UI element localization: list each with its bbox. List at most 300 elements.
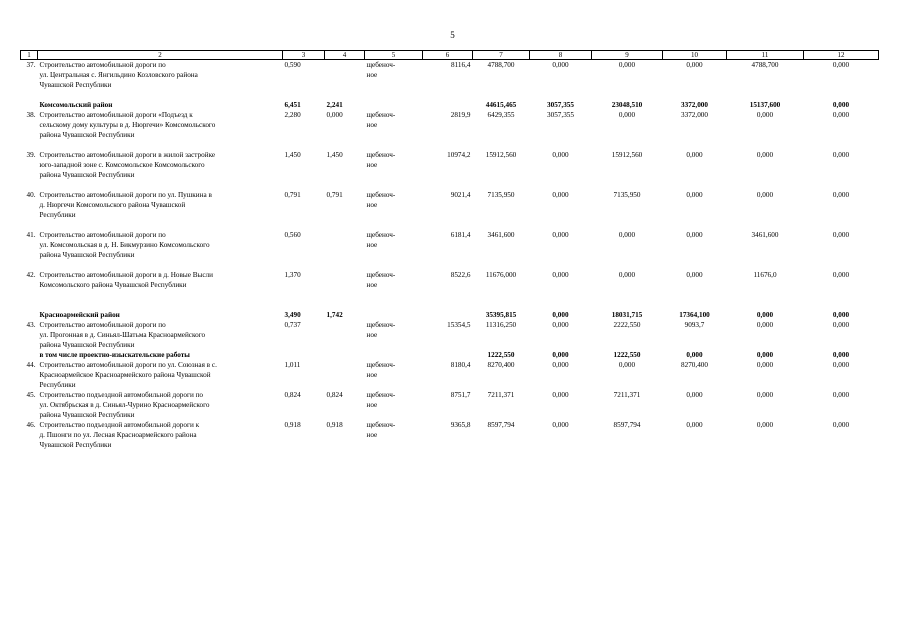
unit-cost: 9021,4 [450, 191, 471, 199]
total-amount: 8270,400 [487, 361, 515, 369]
road-name [38, 320, 283, 350]
table-row [21, 270, 879, 290]
spacer-cell [365, 300, 423, 310]
spacer-cell [325, 90, 365, 100]
road-name-line: Чувашской Республики [39, 441, 112, 449]
unit-cost [423, 310, 473, 320]
road-name-line: Строительство подъездной автомобильной дороги к [39, 421, 200, 429]
length-surface [325, 270, 365, 290]
surface-type-line: щебеноч- [366, 111, 396, 119]
surface-type-line: ное [366, 161, 378, 169]
spacer-cell [473, 140, 530, 150]
spacer-cell [727, 220, 804, 230]
amount-col12: 0,000 [832, 311, 850, 319]
total-amount: 6429,355 [487, 111, 515, 119]
road-name-line: сельскому дому культуры в д. Нюргечи» Комсомольского [39, 121, 216, 129]
table-row [21, 60, 879, 91]
spacer-cell [38, 90, 283, 100]
spacer-cell [38, 180, 283, 190]
road-name [38, 390, 283, 420]
amount-col10: 9093,7 [684, 321, 705, 329]
length-surface [325, 360, 365, 390]
amount-col10: 0,000 [686, 191, 703, 199]
item-number: 41. [26, 231, 36, 239]
spacer-cell [804, 300, 879, 310]
column-number-1: 1 [21, 51, 38, 60]
surface-type [365, 100, 423, 110]
amount-col12: 0,000 [832, 231, 850, 239]
spacer-cell [804, 290, 879, 300]
road-name [38, 60, 283, 91]
surface-type [365, 230, 423, 260]
amount-col11: 4788,700 [751, 61, 779, 69]
page-number: 5 [450, 30, 455, 40]
amount-col8: 0,000 [552, 351, 569, 359]
item-number: 46. [26, 421, 36, 429]
spacer-cell [325, 300, 365, 310]
spacer-cell [38, 220, 283, 230]
amount-col11: 0,000 [756, 191, 774, 199]
total-amount: 7211,371 [487, 391, 515, 399]
item-number: 38. [26, 111, 36, 119]
length-km: 0,737 [284, 321, 301, 329]
unit-cost: 2819,9 [450, 111, 471, 119]
road-name [38, 270, 283, 290]
length-km: 2,280 [284, 111, 301, 119]
amount-col12: 0,000 [832, 191, 850, 199]
item-number: 45. [26, 391, 36, 399]
spacer-cell [727, 300, 804, 310]
road-name-line: Комсомольский район [39, 101, 113, 109]
surface-type [365, 60, 423, 91]
road-name-line: Строительство автомобильной дороги по [39, 321, 166, 329]
column-number-9: 9 [592, 51, 663, 60]
amount-col11: 3461,600 [751, 231, 779, 239]
length-surface: 1,742 [326, 311, 343, 319]
amount-col11: 11676,0 [753, 271, 777, 279]
road-name-line: д. Нюргечи Комсомольского района Чувашской [39, 201, 186, 209]
spacer-cell [423, 260, 473, 270]
column-number-10: 10 [663, 51, 727, 60]
table-row [21, 320, 879, 350]
spacer-cell [804, 260, 879, 270]
road-name-line: района Чувашской Республики [39, 341, 135, 349]
surface-type [365, 310, 423, 320]
spacer-cell [663, 180, 727, 190]
surface-type [365, 270, 423, 290]
spacer-cell [727, 180, 804, 190]
amount-col8: 0,000 [552, 271, 569, 279]
total-amount: 11676,000 [485, 271, 517, 279]
spacer-cell [423, 220, 473, 230]
spacer-row [21, 180, 879, 190]
item-number [21, 310, 38, 320]
spacer-cell [38, 260, 283, 270]
road-name-line: Строительство автомобильной дороги «Подъезд к [39, 111, 193, 119]
table-row [21, 230, 879, 260]
road-name-line: Строительство автомобильной дороги по [39, 231, 166, 239]
spacer-cell [663, 300, 727, 310]
surface-type-line: ное [366, 201, 378, 209]
amount-col11: 0,000 [756, 321, 774, 329]
amount-col8: 0,000 [552, 231, 569, 239]
surface-type [365, 110, 423, 140]
amount-col11: 0,000 [756, 111, 774, 119]
spacer-cell [423, 290, 473, 300]
spacer-row [21, 140, 879, 150]
amount-col8: 3057,355 [547, 101, 574, 109]
column-number-3: 3 [283, 51, 325, 60]
column-number-6: 6 [423, 51, 473, 60]
spacer-cell [592, 90, 663, 100]
spacer-cell [283, 220, 325, 230]
unit-cost: 10974,2 [447, 151, 471, 159]
spacer-cell [325, 260, 365, 270]
surface-type-line: ное [366, 121, 378, 129]
spacer-cell [21, 300, 38, 310]
length-surface: 0,918 [326, 421, 343, 429]
total-amount: 1222,550 [487, 351, 515, 359]
amount-col8: 0,000 [552, 421, 569, 429]
length-km: 0,791 [284, 191, 301, 199]
spacer-cell [365, 140, 423, 150]
item-number: 44. [26, 361, 36, 369]
spacer-cell [473, 260, 530, 270]
spacer-cell [423, 140, 473, 150]
table-row [21, 150, 879, 180]
amount-col12: 0,000 [832, 111, 850, 119]
length-km: 0,590 [284, 61, 301, 69]
road-name-line: Строительство автомобильной дороги в д. Новые Высли [39, 271, 213, 279]
spacer-cell [530, 90, 592, 100]
spacer-cell [592, 260, 663, 270]
spacer-cell [592, 290, 663, 300]
spacer-cell [727, 260, 804, 270]
unit-cost: 8751,7 [450, 391, 471, 399]
length-surface: 0,000 [326, 111, 343, 119]
road-name-line: района Чувашской Республики [39, 131, 135, 139]
spacer-cell [473, 90, 530, 100]
spacer-row [21, 220, 879, 230]
spacer-cell [727, 90, 804, 100]
amount-col11: 0,000 [756, 391, 774, 399]
amount-col9: 0,000 [618, 271, 636, 279]
amount-col11: 0,000 [756, 311, 774, 319]
spacer-cell [804, 90, 879, 100]
spacer-cell [592, 140, 663, 150]
road-name [38, 230, 283, 260]
road-name [38, 100, 283, 110]
item-number: 40. [26, 191, 36, 199]
spacer-cell [530, 180, 592, 190]
amount-col9: 8597,794 [613, 421, 641, 429]
surface-type-line: щебеноч- [366, 361, 396, 369]
road-construction-table [20, 50, 879, 450]
spacer-row [21, 90, 879, 100]
road-name-line: ул. Комсомольская в д. Н. Бикмурзино Комсомольского [39, 241, 210, 249]
amount-col12: 0,000 [832, 101, 850, 109]
amount-col8: 3057,355 [547, 111, 574, 119]
amount-col8: 0,000 [552, 391, 569, 399]
spacer-cell [283, 300, 325, 310]
road-name [38, 420, 283, 450]
amount-col12: 0,000 [832, 321, 850, 329]
road-name [38, 150, 283, 180]
surface-type-line: ное [366, 331, 378, 339]
spacer-cell [38, 290, 283, 300]
unit-cost: 8522,6 [450, 271, 471, 279]
amount-col9: 0,000 [618, 231, 636, 239]
length-surface [325, 230, 365, 260]
road-name-line: Республики [39, 211, 76, 219]
surface-type-line: ное [366, 371, 378, 379]
surface-type-line: щебеноч- [366, 321, 396, 329]
unit-cost [423, 100, 473, 110]
road-name-line: района Чувашской Республики [39, 171, 135, 179]
spacer-cell [365, 260, 423, 270]
road-name-line: в том числе проектно-изыскательские работы [39, 351, 190, 359]
spacer-row [21, 290, 879, 300]
surface-type [365, 320, 423, 350]
spacer-cell [365, 290, 423, 300]
unit-cost: 9365,8 [450, 421, 471, 429]
surface-type [365, 360, 423, 390]
amount-col9: 1222,550 [613, 351, 641, 359]
total-amount: 7135,950 [487, 191, 515, 199]
amount-col12: 0,000 [832, 271, 850, 279]
table-row [21, 420, 879, 450]
spacer-cell [530, 220, 592, 230]
length-km: 3,490 [284, 311, 301, 319]
amount-col10: 0,000 [686, 61, 703, 69]
spacer-cell [365, 220, 423, 230]
spacer-cell [283, 140, 325, 150]
table-row [21, 390, 879, 420]
spacer-cell [592, 300, 663, 310]
length-km: 0,560 [284, 231, 301, 239]
amount-col10: 0,000 [686, 271, 703, 279]
road-name-line: Строительство автомобильной дороги по ул. Союзная в с. [39, 361, 217, 369]
total-amount: 4788,700 [487, 61, 515, 69]
surface-type-line: ное [366, 71, 378, 79]
amount-col12: 0,000 [832, 361, 850, 369]
unit-cost: 8180,4 [450, 361, 471, 369]
district-total-row [21, 350, 879, 360]
amount-col10: 17364,100 [679, 311, 710, 319]
total-amount: 35395,815 [485, 311, 517, 319]
spacer-cell [663, 290, 727, 300]
road-name-line: Республики [39, 381, 76, 389]
district-total-row [21, 310, 879, 320]
spacer-cell [21, 260, 38, 270]
length-km: 1,370 [284, 271, 301, 279]
length-km: 0,918 [284, 421, 301, 429]
amount-col9: 18031,715 [611, 311, 643, 319]
column-number-8: 8 [530, 51, 592, 60]
spacer-cell [530, 300, 592, 310]
length-surface [325, 320, 365, 350]
spacer-cell [423, 90, 473, 100]
spacer-cell [663, 140, 727, 150]
surface-type [365, 420, 423, 450]
spacer-cell [473, 290, 530, 300]
length-surface [325, 60, 365, 91]
length-surface: 0,824 [326, 391, 343, 399]
surface-type-line: щебеноч- [366, 191, 396, 199]
spacer-row [21, 260, 879, 270]
length-surface [325, 350, 365, 360]
spacer-cell [283, 180, 325, 190]
table-row [21, 110, 879, 140]
column-number-12: 12 [804, 51, 879, 60]
road-name-line: юго-западной зоне с. Комсомольское Комсомольского [39, 161, 205, 169]
item-number [21, 350, 38, 360]
length-surface: 1,450 [326, 151, 343, 159]
amount-col11: 0,000 [756, 421, 774, 429]
amount-col11: 0,000 [756, 361, 774, 369]
total-amount: 3461,600 [487, 231, 515, 239]
item-number: 43. [26, 321, 36, 329]
surface-type-line: щебеноч- [366, 391, 396, 399]
surface-type-line: щебеноч- [366, 421, 396, 429]
amount-col10: 0,000 [686, 421, 703, 429]
amount-col9: 7211,371 [613, 391, 641, 399]
total-amount: 11316,250 [485, 321, 517, 329]
total-amount: 44615,465 [485, 101, 517, 109]
spacer-cell [663, 90, 727, 100]
district-total-row [21, 100, 879, 110]
amount-col9: 0,000 [618, 111, 636, 119]
spacer-row [21, 300, 879, 310]
surface-type-line: щебеноч- [366, 231, 396, 239]
surface-type-line: щебеноч- [366, 271, 396, 279]
amount-col10: 0,000 [686, 391, 703, 399]
amount-col9: 0,000 [618, 61, 636, 69]
column-number-7: 7 [473, 51, 530, 60]
spacer-cell [21, 220, 38, 230]
amount-col10: 3372,000 [681, 111, 708, 119]
surface-type [365, 390, 423, 420]
spacer-cell [38, 300, 283, 310]
spacer-cell [473, 300, 530, 310]
road-name-line: района Чувашской Республики [39, 411, 135, 419]
road-name-line: Красноармейский район [39, 311, 120, 319]
road-name-line: д. Пшонги по ул. Лесная Красноармейского района [39, 431, 197, 439]
amount-col10: 0,000 [686, 231, 703, 239]
item-number: 39. [26, 151, 36, 159]
spacer-cell [423, 300, 473, 310]
spacer-cell [423, 180, 473, 190]
column-number-4: 4 [325, 51, 365, 60]
amount-col8: 0,000 [552, 151, 569, 159]
amount-col8: 0,000 [552, 191, 569, 199]
amount-col10: 8270,400 [681, 361, 708, 369]
spacer-cell [21, 140, 38, 150]
spacer-cell [804, 220, 879, 230]
surface-type-line: ное [366, 401, 378, 409]
table-row [21, 190, 879, 220]
spacer-cell [283, 90, 325, 100]
unit-cost: 15354,5 [447, 321, 471, 329]
road-name [38, 110, 283, 140]
unit-cost: 8116,4 [451, 61, 471, 69]
spacer-cell [325, 180, 365, 190]
amount-col12: 0,000 [832, 151, 850, 159]
spacer-cell [530, 260, 592, 270]
spacer-cell [325, 220, 365, 230]
spacer-cell [727, 290, 804, 300]
spacer-cell [804, 180, 879, 190]
item-number [21, 100, 38, 110]
length-km: 1,450 [284, 151, 301, 159]
road-name-line: Комсомольского района Чувашской Республики [39, 281, 187, 289]
spacer-cell [283, 260, 325, 270]
amount-col12: 0,000 [832, 61, 850, 69]
length-km: 6,451 [284, 101, 301, 109]
item-number: 37. [26, 61, 36, 69]
table-row [21, 360, 879, 390]
spacer-cell [530, 290, 592, 300]
total-amount: 15912,560 [485, 151, 517, 159]
spacer-cell [473, 220, 530, 230]
amount-col10: 0,000 [686, 151, 703, 159]
column-number-header [21, 51, 879, 60]
amount-col12: 0,000 [832, 351, 850, 359]
length-km: 0,824 [284, 391, 301, 399]
road-name-line: ул. Прогонная в д. Синьял-Шатьма Красноармейского [39, 331, 206, 339]
surface-type [365, 150, 423, 180]
spacer-cell [21, 180, 38, 190]
spacer-cell [592, 220, 663, 230]
unit-cost [423, 350, 473, 360]
length-km: 1,011 [284, 361, 301, 369]
road-name-line: Строительство автомобильной дороги в жилой застройке [39, 151, 216, 159]
amount-col8: 0,000 [552, 311, 569, 319]
surface-type-line: щебеноч- [366, 151, 396, 159]
spacer-cell [663, 220, 727, 230]
road-name-line: ул. Октябрьская в д. Синьял-Чурино Красноармейского [39, 401, 210, 409]
amount-col9: 2222,550 [613, 321, 641, 329]
amount-col8: 0,000 [552, 61, 569, 69]
length-km [283, 350, 325, 360]
road-name [38, 360, 283, 390]
surface-type-line: ное [366, 241, 378, 249]
amount-col8: 0,000 [552, 361, 569, 369]
amount-col11: 0,000 [756, 351, 774, 359]
spacer-cell [21, 90, 38, 100]
surface-type-line: ное [366, 431, 378, 439]
amount-col10: 3372,000 [681, 101, 708, 109]
road-name [38, 350, 283, 360]
amount-col8: 0,000 [552, 321, 569, 329]
total-amount: 8597,794 [487, 421, 515, 429]
spacer-cell [530, 140, 592, 150]
column-number-11: 11 [727, 51, 804, 60]
length-surface: 2,241 [326, 101, 343, 109]
surface-type-line: ное [366, 281, 378, 289]
column-number-2: 2 [38, 51, 283, 60]
road-name-line: Строительство автомобильной дороги по ул. Пушкина в [39, 191, 212, 199]
spacer-cell [325, 290, 365, 300]
unit-cost: 6181,4 [450, 231, 471, 239]
spacer-cell [663, 260, 727, 270]
amount-col9: 7135,950 [613, 191, 641, 199]
spacer-cell [727, 140, 804, 150]
surface-type-line: щебеноч- [366, 61, 396, 69]
amount-col11: 15137,600 [749, 101, 781, 109]
road-name-line: ул. Центральная с. Янгильдино Козловского района [39, 71, 198, 79]
spacer-cell [365, 90, 423, 100]
